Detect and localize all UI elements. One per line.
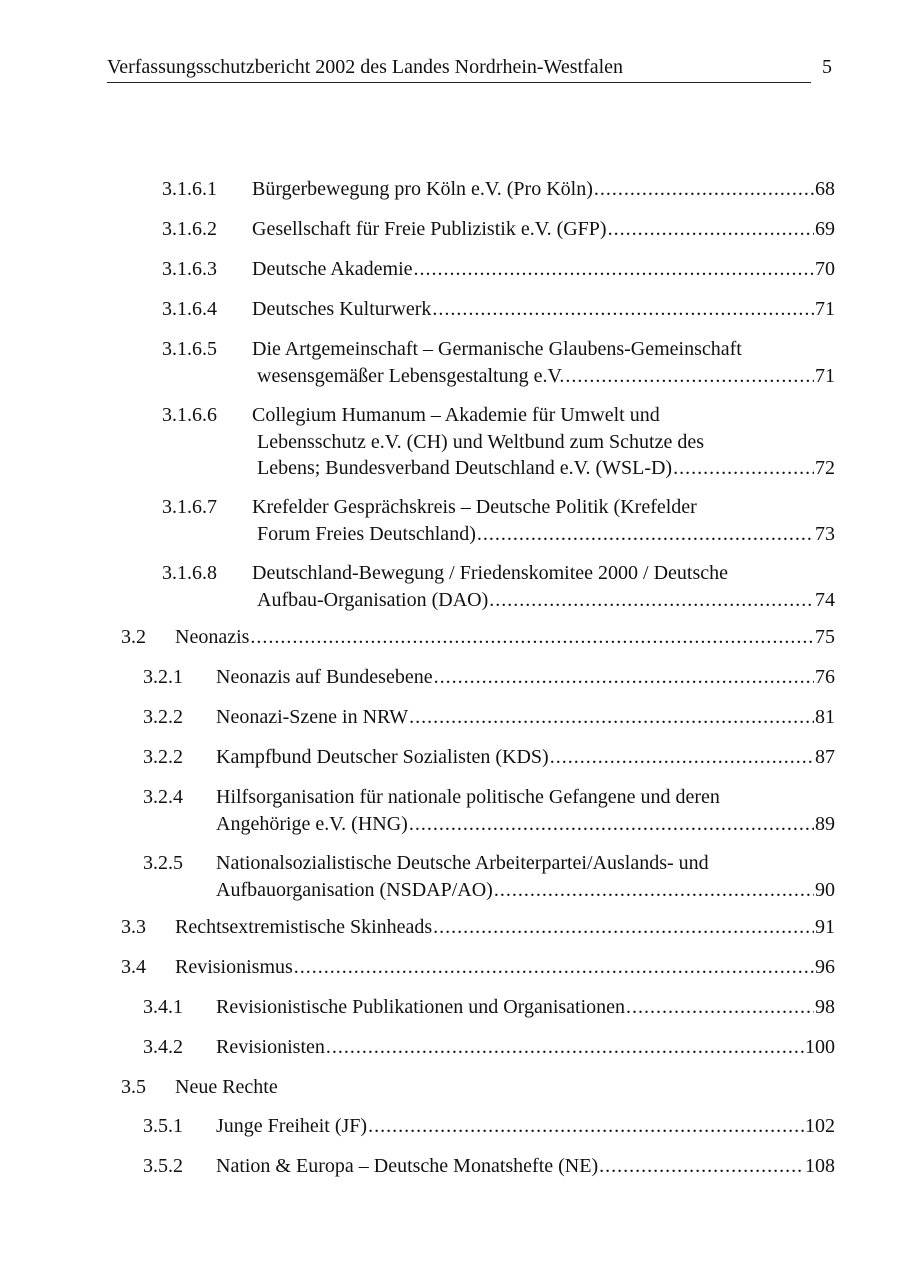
toc-entry[interactable] (0, 1153, 900, 1180)
header-title: Verfassungsschutzbericht 2002 des Landes Nordrhein-Westfalen (107, 56, 624, 78)
toc-entry-line: Die Artgemeinschaft – Germanische Glaubens-Gemeinschaft (252, 338, 742, 360)
toc-entry[interactable] (0, 784, 900, 837)
toc-entry-line (216, 994, 835, 1021)
toc-entry-number: 3.1.6.6 (162, 404, 217, 426)
page-number: 5 (822, 56, 832, 78)
toc-entry-title: Angehörige e.V. (HNG) (216, 812, 408, 835)
toc-entry-title: Rechtsextremistische Skinheads (175, 916, 433, 938)
toc-entry-page: 87 (815, 746, 835, 768)
toc-entry-page: 71 (815, 364, 835, 387)
dot-leader (494, 877, 814, 904)
toc-entry[interactable] (0, 494, 900, 547)
toc-entry-title: Revisionisten (216, 1036, 325, 1058)
toc-entry-page: 90 (815, 878, 835, 901)
toc-entry-page: 89 (815, 812, 835, 835)
toc-entry[interactable] (0, 1034, 900, 1061)
toc-entry-page: 73 (815, 522, 835, 545)
toc-entry-number: 3.1.6.2 (162, 218, 217, 240)
toc-entry-title: Junge Freiheit (JF) (216, 1115, 368, 1137)
toc-entry-line: Neue Rechte (175, 1076, 278, 1098)
toc-entry-number: 3.2.2 (143, 706, 183, 728)
toc-entry-page: 68 (815, 178, 835, 200)
toc-entry-line (257, 587, 835, 614)
toc-entry[interactable] (0, 560, 900, 613)
toc-entry-line (175, 624, 835, 651)
toc-entry-number: 3.1.6.5 (162, 338, 217, 360)
toc-entry[interactable] (0, 914, 900, 941)
toc-entry-page: 81 (815, 706, 835, 728)
toc-entry-line (252, 176, 835, 203)
toc-entry-number: 3.1.6.7 (162, 496, 217, 518)
toc-entry-number: 3.3 (121, 916, 146, 938)
dot-leader (434, 664, 814, 691)
toc-entry-page: 71 (815, 298, 835, 320)
toc-entry-page: 70 (815, 258, 835, 280)
toc-entry[interactable] (0, 850, 900, 903)
toc-entry-title: Lebens; Bundesverband Deutschland e.V. (WSL-D) (257, 457, 673, 479)
toc-entry-title: Revisionistische Publikationen und Organisationen (216, 996, 626, 1018)
toc-entry-line (216, 877, 835, 904)
dot-leader (594, 176, 814, 203)
dot-leader (432, 296, 814, 323)
toc-entry-page: 75 (815, 626, 835, 648)
toc-entry-number: 3.5.1 (143, 1115, 183, 1137)
toc-entry[interactable] (0, 1074, 900, 1101)
dot-leader (599, 1153, 804, 1180)
toc-entry-title: Nation & Europa – Deutsche Monatshefte (NE) (216, 1155, 599, 1177)
toc-entry[interactable] (0, 994, 900, 1021)
toc-entry-line (216, 1153, 835, 1180)
toc-entry-page: 91 (815, 916, 835, 938)
toc-entry-line (216, 704, 835, 731)
running-header (107, 54, 811, 83)
toc-entry-line (252, 216, 835, 243)
toc-entry-line: Krefelder Gesprächskreis – Deutsche Politik (Krefelder (252, 496, 697, 518)
dot-leader (489, 587, 814, 614)
dot-leader (433, 914, 814, 941)
dot-leader (409, 811, 814, 838)
toc-entry-number: 3.2 (121, 626, 146, 648)
toc-entry[interactable] (0, 744, 900, 771)
toc-entry-title: Neonazis (175, 626, 250, 648)
toc-entry-line (175, 954, 835, 981)
toc-entry-title: Neonazi-Szene in NRW (216, 706, 409, 728)
toc-entry-number: 3.4.2 (143, 1036, 183, 1058)
dot-leader (250, 624, 814, 651)
toc-entry-title: Forum Freies Deutschland) (257, 522, 476, 545)
toc-entry-page: 100 (805, 1036, 835, 1058)
toc-entry-line (216, 1113, 835, 1140)
toc-entry-title: Neonazis auf Bundesebene (216, 666, 433, 688)
toc-entry-line: Deutschland-Bewegung / Friedenskomitee 2000 / Deutsche (252, 562, 728, 584)
toc-entry-number: 3.4 (121, 956, 146, 978)
toc-entry-number: 3.2.2 (143, 746, 183, 768)
toc-entry-line (216, 664, 835, 691)
toc-entry[interactable] (0, 664, 900, 691)
toc-entry-page: 108 (805, 1155, 835, 1177)
toc-entry-title: Bürgerbewegung pro Köln e.V. (Pro Köln) (252, 178, 593, 200)
dot-leader (477, 521, 814, 548)
toc-entry-line (257, 521, 835, 548)
toc-entry-page: 72 (815, 457, 835, 479)
toc-entry[interactable] (0, 336, 900, 389)
toc-entry[interactable] (0, 954, 900, 981)
toc-entry[interactable] (0, 704, 900, 731)
toc-entry-title: Revisionismus (175, 956, 293, 978)
toc-entry-line: Hilfsorganisation für nationale politische Gefangene und deren (216, 786, 720, 808)
toc-entry[interactable] (0, 256, 900, 283)
dot-leader (294, 954, 814, 981)
toc-entry-title: wesensgemäßer Lebensgestaltung e.V. (257, 364, 565, 387)
dot-leader (409, 704, 814, 731)
toc-entry-title: Aufbauorganisation (NSDAP/AO) (216, 878, 493, 901)
toc-entry-line (257, 455, 835, 482)
dot-leader (626, 994, 814, 1021)
toc-entry-title: Aufbau-Organisation (DAO) (257, 588, 489, 611)
toc-entry[interactable] (0, 176, 900, 203)
toc-entry[interactable] (0, 624, 900, 651)
toc-entry-title: Gesellschaft für Freie Publizistik e.V. (GFP) (252, 218, 607, 240)
toc-entry-number: 3.4.1 (143, 996, 183, 1018)
toc-entry-title: Deutsches Kulturwerk (252, 298, 432, 320)
toc-entry[interactable] (0, 216, 900, 243)
toc-entry-number: 3.2.1 (143, 666, 183, 688)
toc-entry-number: 3.1.6.1 (162, 178, 217, 200)
toc-entry-page: 76 (815, 666, 835, 688)
toc-entry-number: 3.2.5 (143, 852, 183, 874)
toc-entry-page: 102 (805, 1115, 835, 1137)
toc-entry[interactable] (0, 402, 900, 482)
toc-entry-line: Nationalsozialistische Deutsche Arbeiterpartei/Auslands- und (216, 852, 709, 874)
toc-entry-number: 3.1.6.4 (162, 298, 217, 320)
toc-entry[interactable] (0, 1113, 900, 1140)
toc-entry-page: 96 (815, 956, 835, 978)
toc-entry-number: 3.1.6.8 (162, 562, 217, 584)
toc-entry-line (175, 914, 835, 941)
toc-entry-page: 74 (815, 588, 835, 611)
toc-entry-line (216, 1034, 835, 1061)
dot-leader (565, 363, 814, 390)
dot-leader (414, 256, 815, 283)
toc-entry-number: 3.2.4 (143, 786, 183, 808)
toc-entry-line (257, 363, 835, 390)
toc-entry-title: Deutsche Akademie (252, 258, 413, 280)
toc-entry-title: Kampfbund Deutscher Sozialisten (KDS) (216, 746, 549, 768)
dot-leader (608, 216, 814, 243)
toc-entry-page: 98 (815, 996, 835, 1018)
toc-entry-line (216, 744, 835, 771)
dot-leader (550, 744, 814, 771)
dot-leader (368, 1113, 804, 1140)
toc-entry-number: 3.5 (121, 1076, 146, 1098)
toc-entry-line (252, 296, 835, 323)
toc-entry-number: 3.1.6.3 (162, 258, 217, 280)
toc-entry-line: Collegium Humanum – Akademie für Umwelt und (252, 404, 660, 426)
toc-entry-line: Lebensschutz e.V. (CH) und Weltbund zum Schutze des (257, 430, 705, 453)
dot-leader (673, 455, 814, 482)
toc-entry[interactable] (0, 296, 900, 323)
dot-leader (326, 1034, 804, 1061)
toc-entry-line (216, 811, 835, 838)
toc-entry-page: 69 (815, 218, 835, 240)
toc-entry-number: 3.5.2 (143, 1155, 183, 1177)
toc-entry-line (252, 256, 835, 283)
